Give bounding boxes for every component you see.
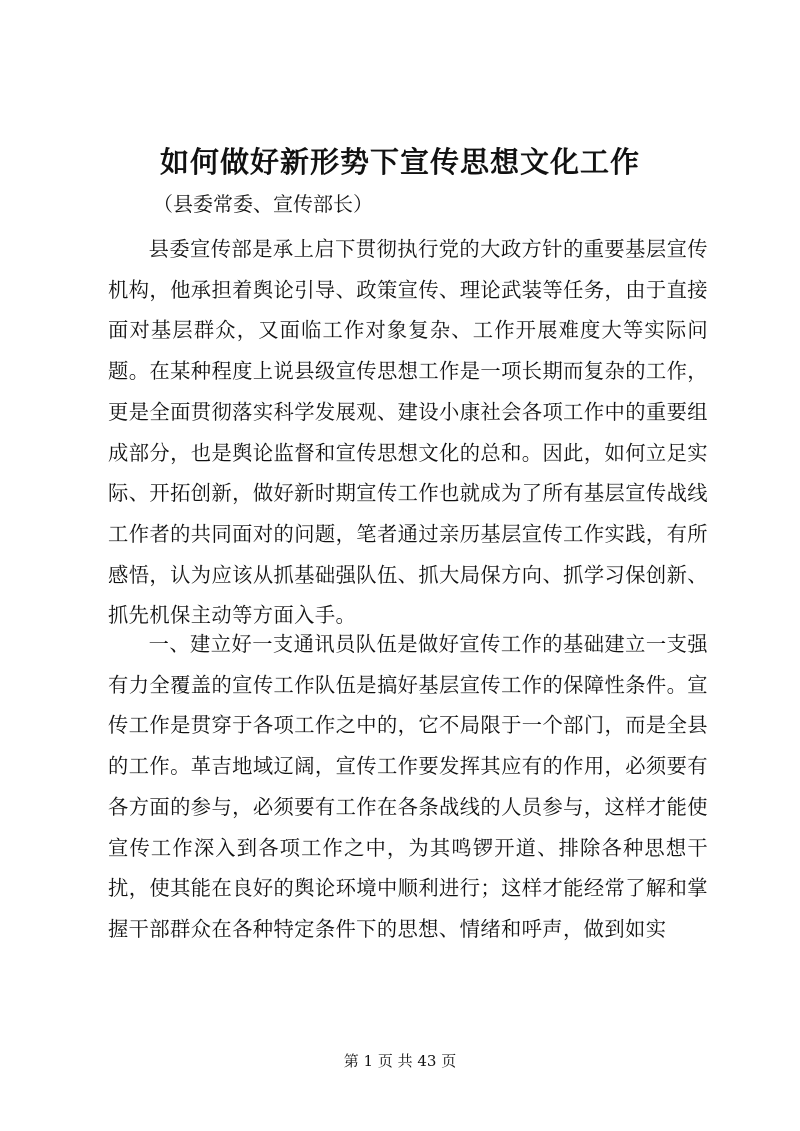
document-title: 如何做好新形势下宣传思想文化工作 (159, 145, 640, 179)
document-subtitle: （县委常委、宣传部长） (153, 192, 373, 216)
body-paragraph: 县委宣传部是承上启下贯彻执行党的大政方针的重要基层宣传机构，他承担着舆论引导、政策宣传、理论武装等任务，由于直接面对基层群众，又面临工作对象复杂、工作开展难度大等实际问题。在某种程度上说县级宣传思想工作是一项长期而复杂的工作，更是全面贯彻落实科学发展观、建设小康社会各项工作中的重要组成部分，也是舆论监督和宣传思想文化的总和。因此，如何立足实际、开拓创新，做好新时期宣传工作也就成为了所有基层宣传战线工作者的共同面对的问题，笔者通过亲历基层宣传工作实践，有所感悟，认为应该从抓基础强队伍、抓大局保方向、抓学习保创新、抓先机保主动等方面入手。 (108, 237, 708, 628)
body-paragraph: 一、建立好一支通讯员队伍是做好宣传工作的基础建立一支强有力全覆盖的宣传工作队伍是搞好基层宣传工作的保障性条件。宣传工作是贯穿于各项工作之中的，它不局限于一个部门，而是全县的工作。革吉地域辽阔，宣传工作要发挥其应有的作用，必须要有各方面的参与，必须要有工作在各条战线的人员参与，这样才能使宣传工作深入到各项工作之中，为其鸣锣开道、排除各种思想干扰，使其能在良好的舆论环境中顺利进行；这样才能经常了解和掌握干部群众在各种特定条件下的思想、情绪和呼声，做到如实 (108, 632, 708, 941)
page-number-footer: 第 1 页 共 43 页 (343, 1052, 457, 1070)
